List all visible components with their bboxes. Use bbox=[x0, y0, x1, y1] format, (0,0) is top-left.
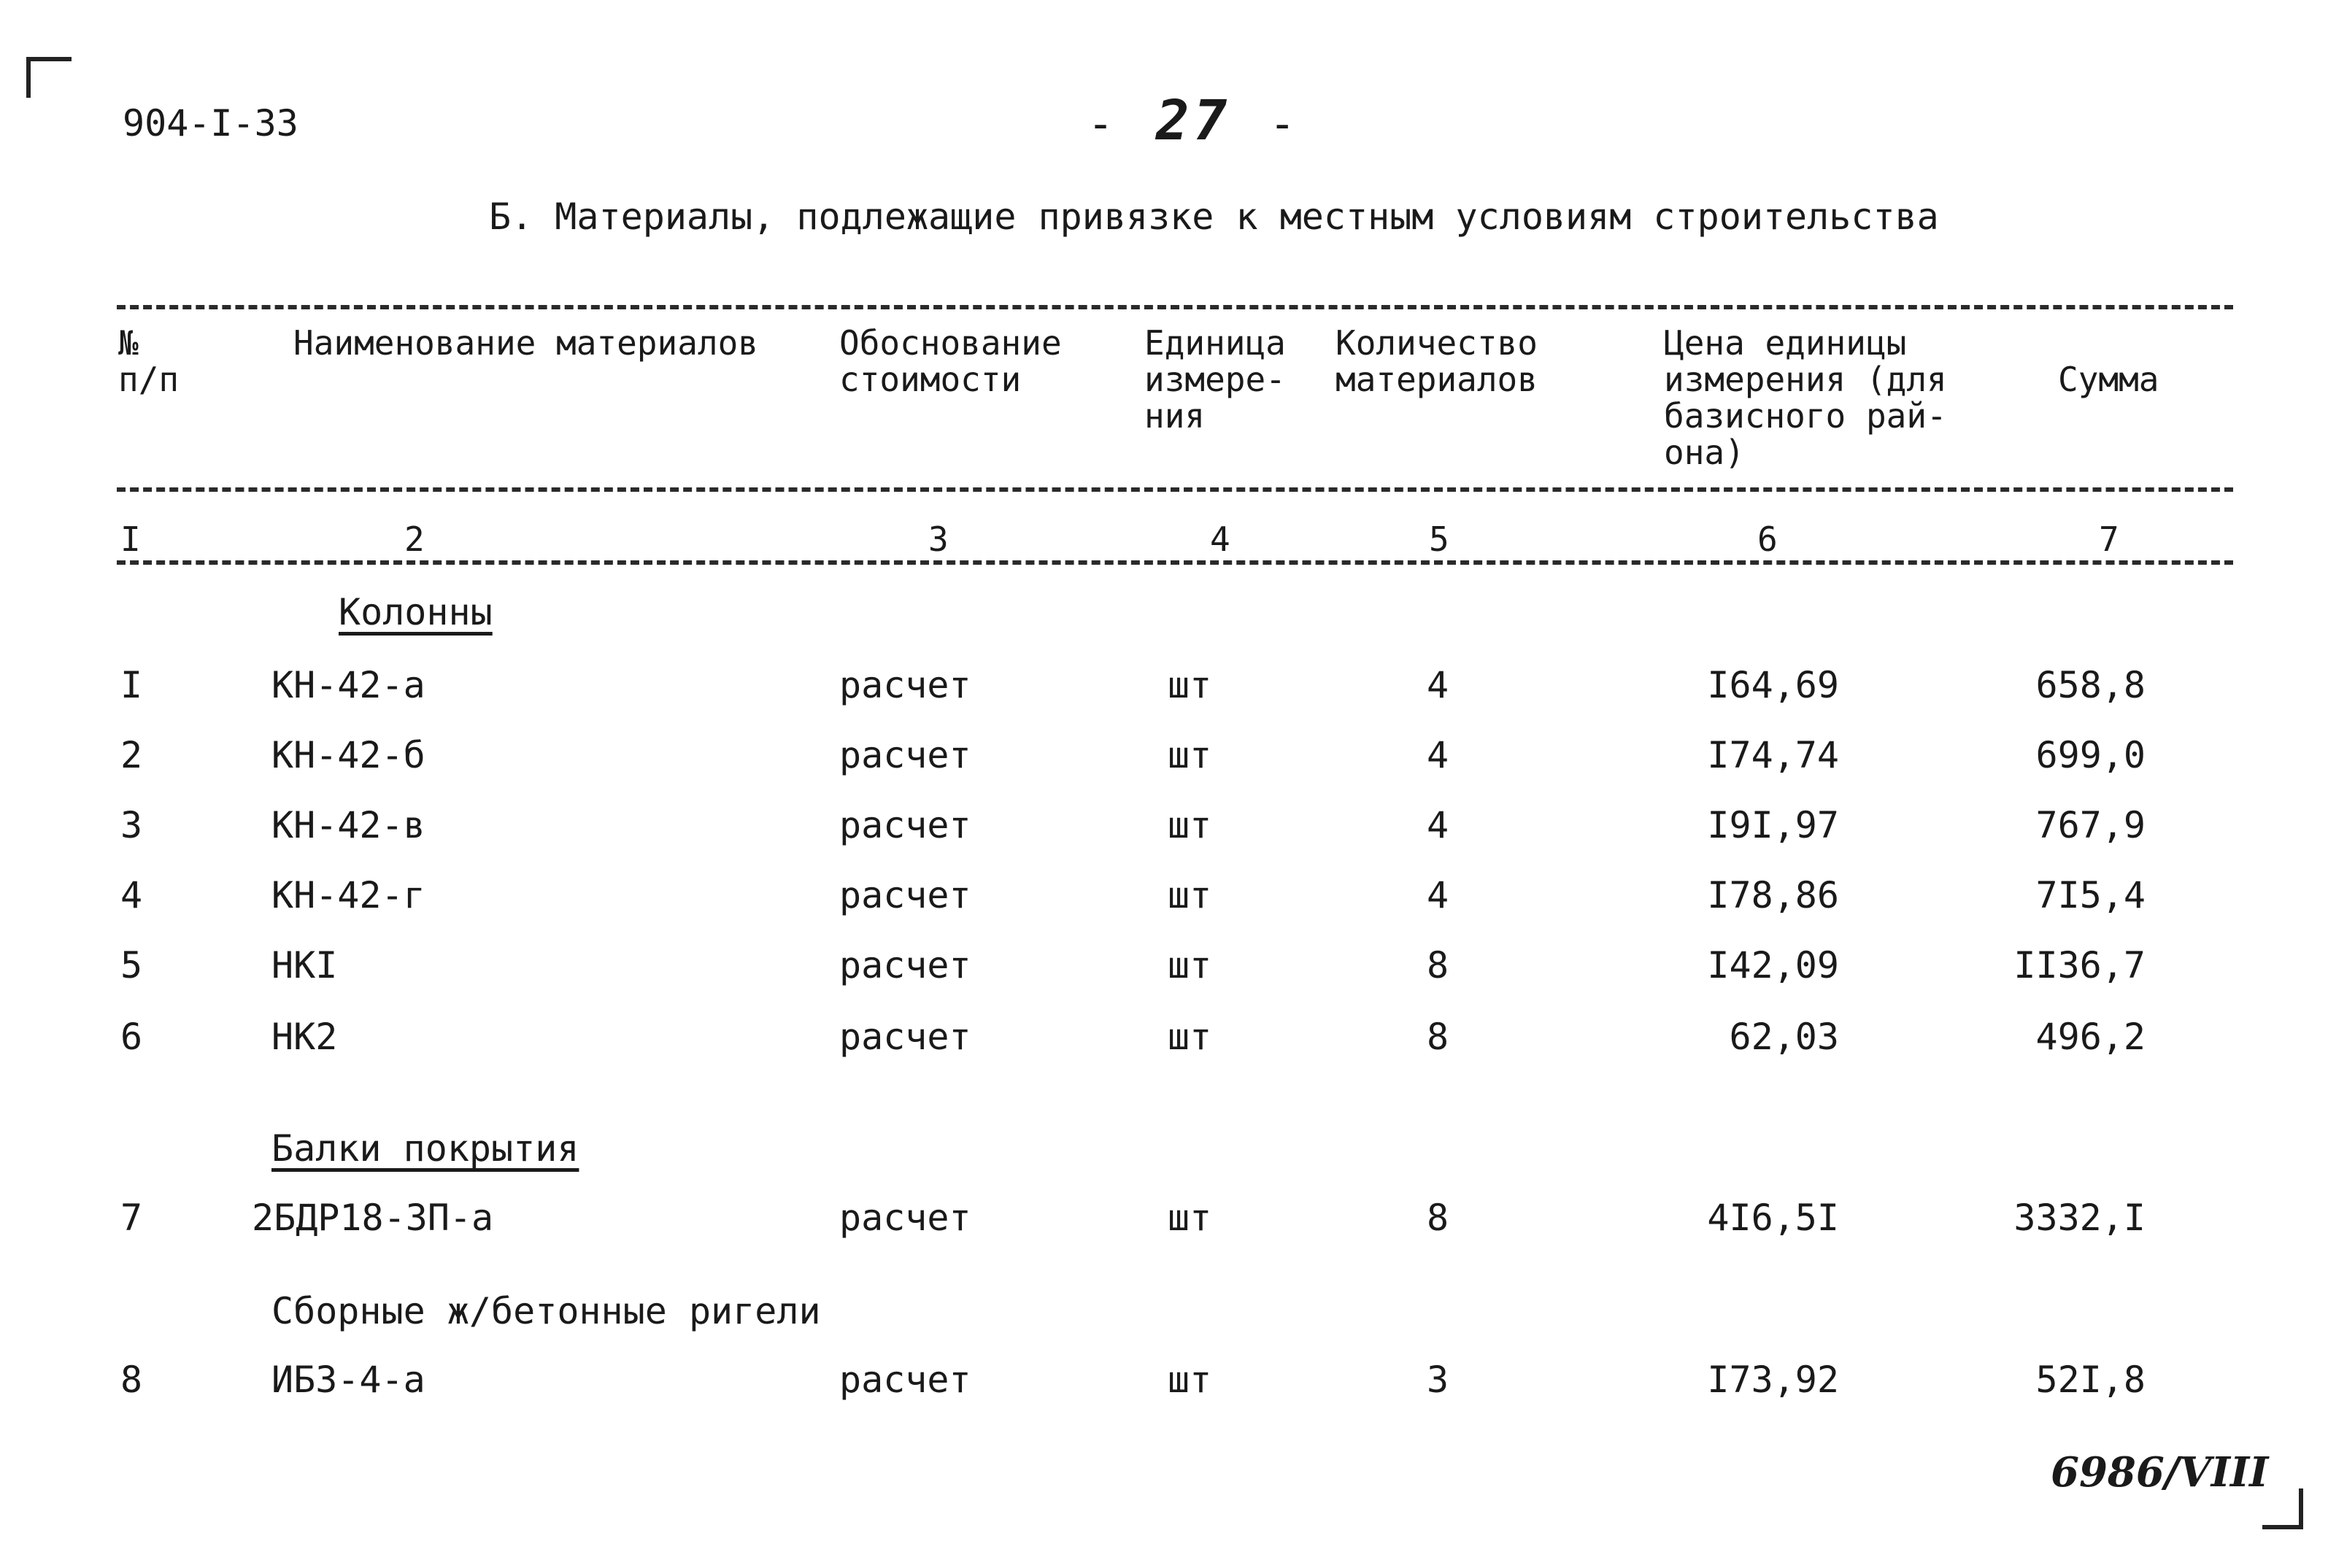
header-bottom-rule bbox=[117, 487, 2233, 492]
cell-sum: 699,0 bbox=[2035, 734, 2146, 776]
cell-quantity: 8 bbox=[1427, 1016, 1449, 1058]
cell-sum: 7I5,4 bbox=[2035, 874, 2146, 916]
cell-unit-price: I73,92 bbox=[1707, 1359, 1839, 1401]
cell-material-name: ИБ3-4-а bbox=[271, 1359, 425, 1401]
cell-unit: шт bbox=[1168, 1016, 1212, 1058]
header-unit: Единица измере- ния bbox=[1144, 323, 1286, 436]
cell-sum: 3332,I bbox=[2013, 1197, 2146, 1239]
column-number-4: 4 bbox=[1210, 520, 1230, 559]
cell-quantity: 8 bbox=[1427, 944, 1449, 986]
corner-mark-bottom-right bbox=[2262, 1488, 2303, 1529]
cell-cost-basis: расчет bbox=[839, 1016, 971, 1058]
column-number-5: 5 bbox=[1429, 520, 1449, 559]
cell-material-name: КН-42-а bbox=[271, 664, 425, 706]
cell-material-name: 2БДР18-3П-а bbox=[252, 1197, 494, 1239]
cell-unit: шт bbox=[1168, 1197, 1212, 1239]
cell-unit-price: I74,74 bbox=[1707, 734, 1839, 776]
cell-row-number: 5 bbox=[120, 944, 143, 986]
column-number-3: 3 bbox=[928, 520, 949, 559]
header-unit-price: Цена единицы измерения (для базисного рай- она) bbox=[1664, 323, 1947, 472]
cell-cost-basis: расчет bbox=[839, 944, 971, 986]
corner-mark-top-left bbox=[26, 57, 72, 98]
cell-sum: 658,8 bbox=[2035, 664, 2146, 706]
cell-cost-basis: расчет bbox=[839, 734, 971, 776]
cell-row-number: 6 bbox=[120, 1016, 143, 1058]
cell-cost-basis: расчет bbox=[839, 1359, 971, 1401]
column-number-rule bbox=[117, 560, 2233, 565]
cell-row-number: I bbox=[120, 664, 143, 706]
cell-material-name: КН-42-г bbox=[271, 874, 425, 916]
cell-unit-price: I78,86 bbox=[1707, 874, 1839, 916]
cell-material-name: КН-42-б bbox=[271, 734, 425, 776]
document-code: 904-I-33 bbox=[123, 102, 298, 144]
section-title-roof-beams: Балки покрытия bbox=[271, 1127, 579, 1170]
page-number-block: - 27 - bbox=[1087, 88, 1300, 152]
cell-sum: 767,9 bbox=[2035, 804, 2146, 846]
cell-quantity: 4 bbox=[1427, 874, 1449, 916]
cell-sum: 52I,8 bbox=[2035, 1359, 2146, 1401]
header-material-name: Наименование материалов bbox=[293, 323, 758, 363]
cell-row-number: 3 bbox=[120, 804, 143, 846]
cell-unit: шт bbox=[1168, 664, 1212, 706]
cell-unit-price: 4I6,5I bbox=[1707, 1197, 1839, 1239]
cell-unit: шт bbox=[1168, 1359, 1212, 1401]
cell-row-number: 8 bbox=[120, 1359, 143, 1401]
section-title-precast-girders: Сборные ж/бетонные ригели bbox=[271, 1290, 821, 1332]
column-number-2: 2 bbox=[404, 520, 425, 559]
cell-cost-basis: расчет bbox=[839, 874, 971, 916]
header-cost-basis: Обоснование стоимости bbox=[839, 323, 1062, 399]
column-number-6: 6 bbox=[1757, 520, 1778, 559]
cell-sum: II36,7 bbox=[2013, 944, 2146, 986]
cell-quantity: 4 bbox=[1427, 664, 1449, 706]
cell-unit: шт bbox=[1168, 804, 1212, 846]
cell-quantity: 3 bbox=[1427, 1359, 1449, 1401]
cell-cost-basis: расчет bbox=[839, 1197, 971, 1239]
cell-sum: 496,2 bbox=[2035, 1016, 2146, 1058]
header-row-number: № п/п bbox=[118, 323, 180, 399]
cell-row-number: 2 bbox=[120, 734, 143, 776]
cell-cost-basis: расчет bbox=[839, 664, 971, 706]
page-number: 27 bbox=[1155, 88, 1232, 152]
cell-unit: шт bbox=[1168, 734, 1212, 776]
cell-material-name: НК2 bbox=[271, 1016, 338, 1058]
column-number-1: I bbox=[120, 520, 141, 559]
section-title-columns: Колонны bbox=[339, 591, 493, 633]
table-top-rule bbox=[117, 305, 2233, 309]
cell-unit-price: I42,09 bbox=[1707, 944, 1839, 986]
cell-unit-price: I9I,97 bbox=[1707, 804, 1839, 846]
section-heading: Б. Материалы, подлежащие привязке к местным условиям строительства bbox=[489, 196, 1939, 238]
cell-quantity: 4 bbox=[1427, 734, 1449, 776]
handwritten-signature: 6986/VIII bbox=[2051, 1448, 2269, 1496]
cell-unit-price: 62,03 bbox=[1729, 1016, 1839, 1058]
cell-cost-basis: расчет bbox=[839, 804, 971, 846]
cell-material-name: КН-42-в bbox=[271, 804, 425, 846]
cell-quantity: 4 bbox=[1427, 804, 1449, 846]
column-number-7: 7 bbox=[2099, 520, 2119, 559]
cell-unit: шт bbox=[1168, 944, 1212, 986]
cell-unit-price: I64,69 bbox=[1707, 664, 1839, 706]
cell-unit: шт bbox=[1168, 874, 1212, 916]
cell-material-name: НКI bbox=[271, 944, 338, 986]
header-sum: Сумма bbox=[2058, 360, 2159, 399]
cell-row-number: 7 bbox=[120, 1197, 143, 1239]
cell-quantity: 8 bbox=[1427, 1197, 1449, 1239]
header-quantity: Количество материалов bbox=[1335, 323, 1538, 399]
cell-row-number: 4 bbox=[120, 874, 143, 916]
